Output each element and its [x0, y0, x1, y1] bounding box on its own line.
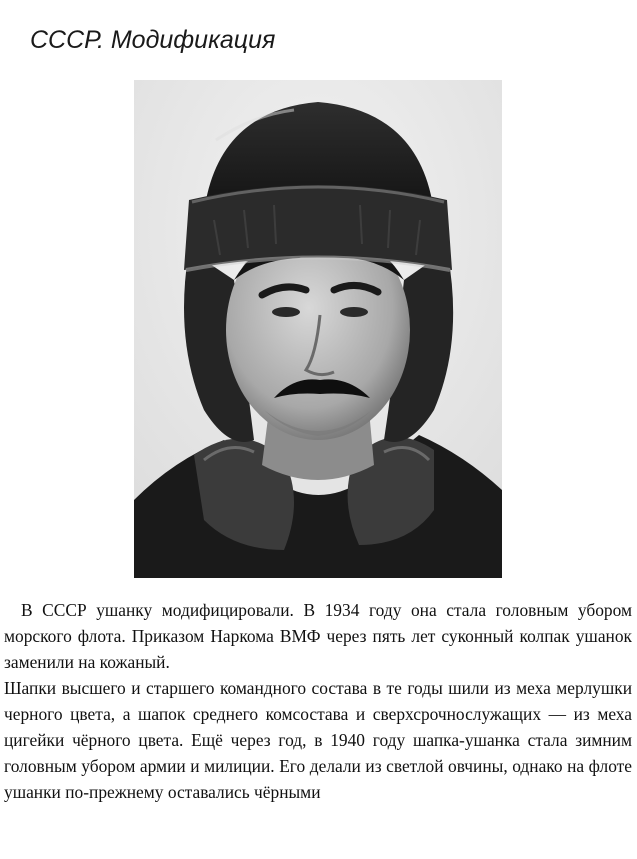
- page-title: СССР. Модификация: [30, 26, 276, 54]
- paragraph-1: В СССР ушанку модифицировали. В 1934 году она стала головным убором морского флота. Приказом Наркома ВМФ через пять лет суконный колпак ушанок заменили на кожаный.: [4, 600, 632, 672]
- portrait-photo: [134, 80, 502, 578]
- article-text: [4, 597, 632, 805]
- paragraph-2: Шапки высшего и старшего командного состава в те годы шили из меха мерлушки черного цвета, а шапок среднего комсостава и сверхсрочнослужащих — из меха цигейки чёрного цвета. Ещё через год, в 1940 году шапка-ушанка стала зимним головным убором армии и милиции. Его делали из светлой овчины, однако на флоте ушанки по-прежнему оставались чёрными: [4, 678, 632, 802]
